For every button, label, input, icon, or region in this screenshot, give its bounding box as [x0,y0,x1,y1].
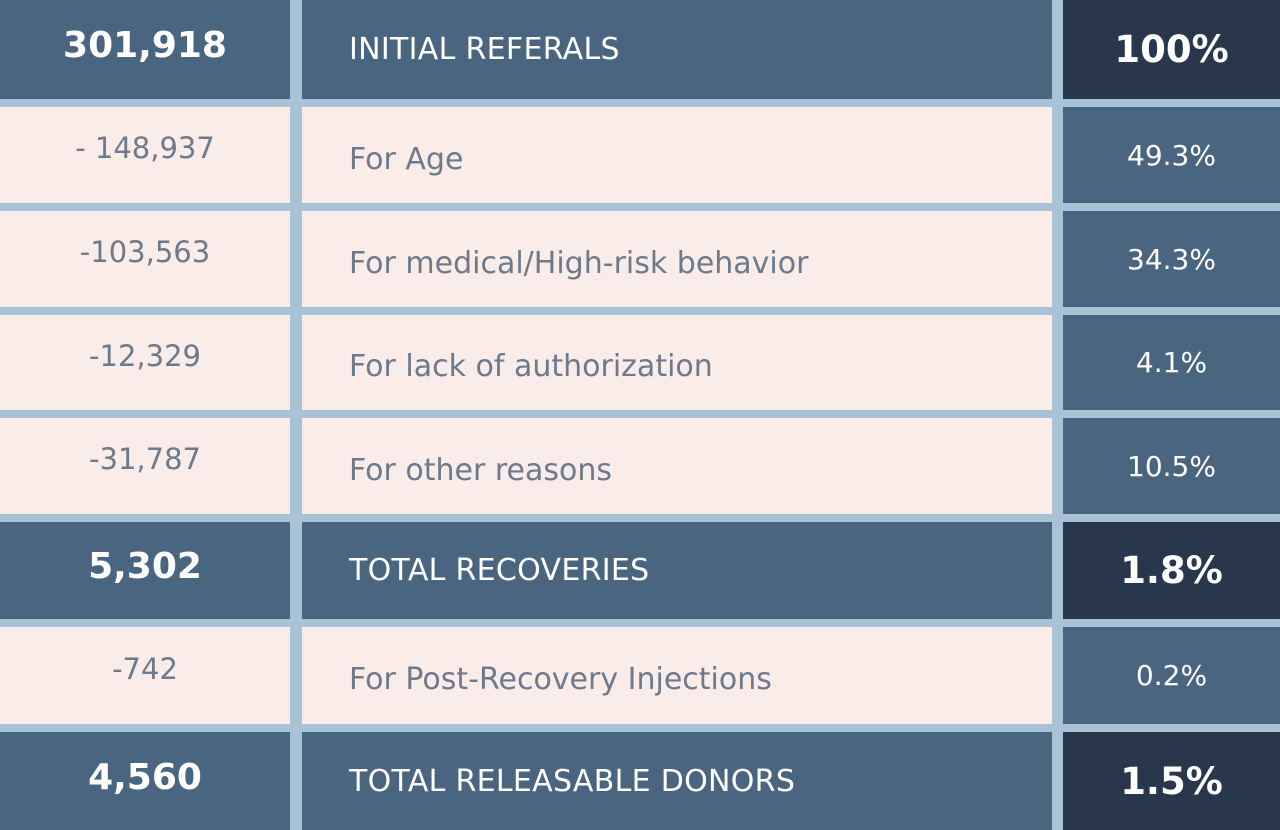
table-row-lack-of-authorization [0,315,1280,410]
table-row-total-releasable-donors [0,732,1280,830]
count-cell: -12,329 [0,315,290,410]
table-row-for-age [0,107,1280,203]
table-row-medical-high-risk [0,211,1280,307]
percent-cell: 49.3% [1063,107,1280,203]
count-cell: - 148,937 [0,107,290,203]
count-cell: -31,787 [0,418,290,514]
table-row-other-reasons [0,418,1280,514]
label-cell: For other reasons [302,418,1052,514]
table-row-initial-referrals [0,0,1280,99]
label-cell: For lack of authorization [302,315,1052,410]
percent-cell: 4.1% [1063,315,1280,410]
count-cell: 301,918 [0,0,290,99]
count-cell: -742 [0,627,290,724]
percent-cell: 10.5% [1063,418,1280,514]
label-cell: TOTAL RECOVERIES [302,522,1052,619]
percent-cell: 34.3% [1063,211,1280,307]
percent-cell: 1.8% [1063,522,1280,619]
label-cell: For medical/High-risk behavior [302,211,1052,307]
percent-cell: 100% [1063,0,1280,99]
label-cell: INITIAL REFERALS [302,0,1052,99]
label-cell: For Age [302,107,1052,203]
count-cell: 4,560 [0,732,290,830]
label-cell: TOTAL RELEASABLE DONORS [302,732,1052,830]
table-row-post-recovery-injections [0,627,1280,724]
count-cell: 5,302 [0,522,290,619]
percent-cell: 1.5% [1063,732,1280,830]
label-cell: For Post-Recovery Injections [302,627,1052,724]
table-row-total-recoveries [0,522,1280,619]
count-cell: -103,563 [0,211,290,307]
percent-cell: 0.2% [1063,627,1280,724]
